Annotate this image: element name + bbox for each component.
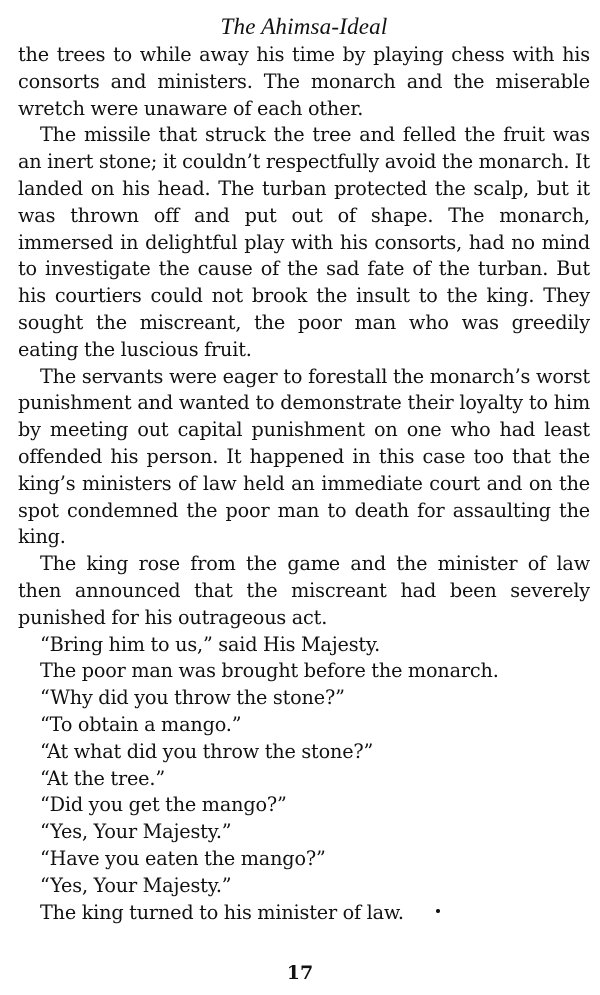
page-number: 17	[286, 962, 314, 984]
dialogue-line: The poor man was brought before the monarch.	[40, 659, 499, 683]
dialogue-line: “Yes, Your Majesty.”	[40, 820, 232, 844]
dialogue-line: “Yes, Your Majesty.”	[40, 873, 232, 897]
dialogue-line: “Why did you throw the stone?”	[40, 686, 345, 710]
dialogue-line: “At what did you throw the stone?”	[40, 739, 374, 763]
book-page	[18, 14, 590, 926]
paragraph-king-rose: The king rose from the game and the minister of law then announced that the miscreant had been severely punished for his outrageous act.	[18, 552, 590, 629]
paragraph-missile: The missile that struck the tree and felled the fruit was an inert stone; it couldn’t respectfully avoid the monarch. It landed on his head. The turban protected the scalp, but it was thrown off and put out of shape. The monarch, immersed in delightful play with his consorts, had no mind to investigate the cause of the sad fate of the turban. But his courtiers could not brook the insult to the king. They sought the miscreant, the poor man who was greedily eating the luscious fruit.	[18, 123, 590, 361]
dialogue-line: “Did you get the mango?”	[40, 793, 287, 817]
paragraph-continuation: the trees to while away his time by playing chess with his consorts and ministers. The monarch and the miserable wretch were unaware of each other.	[18, 43, 590, 120]
dialogue-line: “At the tree.”	[40, 766, 165, 790]
dialogue-line: “Bring him to us,” said His Majesty.	[40, 632, 381, 656]
dialogue-line: “To obtain a mango.”	[40, 712, 242, 736]
running-header: The Ahimsa-Ideal	[220, 14, 388, 39]
ink-speck	[436, 909, 440, 913]
dialogue-line: “Have you eaten the mango?”	[40, 846, 326, 870]
dialogue-line: The king turned to his minister of law.	[40, 900, 404, 924]
paragraph-servants: The servants were eager to forestall the monarch’s worst punishment and wanted to demonstrate their loyalty to him by meeting out capital punishment on one who had least offended his person. It happened in this case too that the king’s ministers of law held an immediate court and on the spot condemned the poor man to death for assaulting the king.	[18, 364, 590, 549]
